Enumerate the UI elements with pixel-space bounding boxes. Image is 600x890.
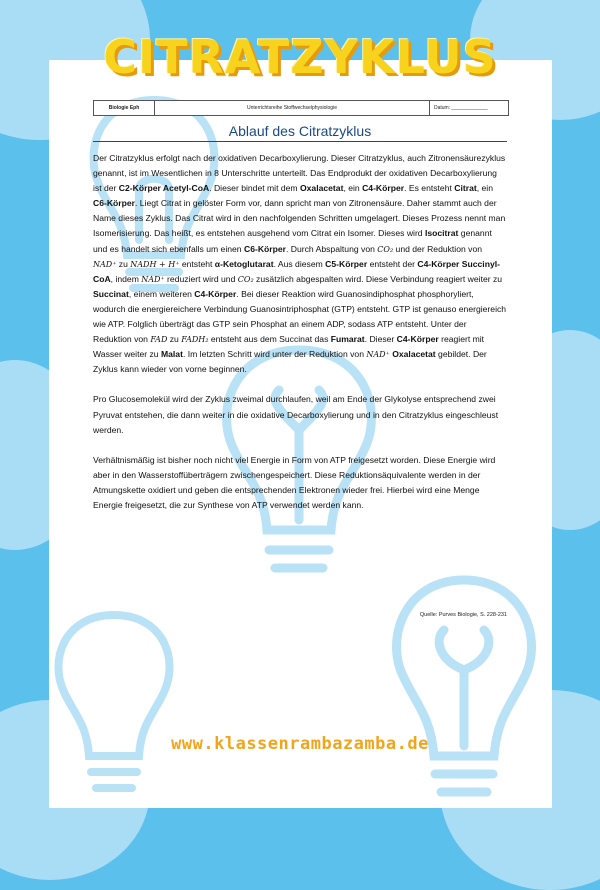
worksheet-header-table (93, 100, 509, 116)
paragraph-energy: Verhältnismäßig ist bisher noch nicht viel Energie in Form von ATP freigesetzt worden. Diese Energie wird aber in den Wasserstoffüberträgern zwischengespeichert. Diese Reduktionsäquivalente werden in der Atmungskette oxidiert und geben die entsprechenden Elektronen wieder frei. Hierbei wird eine Menge Energie freigesetzt, die zur Synthese von ATP verwendet werden kann. (93, 454, 496, 510)
paragraph-glucose: Pro Glucosemolekül wird der Zyklus zweimal durchlaufen, weil am Ende der Glykolyse entsprechend zwei Pyruvat entstehen, die dann weiter in die oxidative Decarboxylierung und in den Citratzyklus eingeschleust werden. (93, 394, 499, 435)
header-series: Unterrichtsreihe Stoffwechselphysiologie (155, 101, 430, 115)
article-body (93, 151, 507, 513)
header-subject: Biologie Eph (94, 101, 155, 115)
section-heading: Ablauf des Citratzyklus (228, 123, 372, 139)
lightbulb-watermark-icon (369, 560, 552, 808)
website-link[interactable]: www.klassenrambazamba.de (171, 734, 429, 754)
lightbulb-watermark-icon (49, 600, 189, 808)
page-title: CITRATZYKLUS (103, 30, 497, 84)
source-citation: Quelle: Purves Biologie, S. 228-231 (419, 612, 507, 618)
heading-underline (93, 141, 507, 142)
header-date: Datum: _____________ (434, 105, 488, 111)
paragraph-citrate-cycle: Der Citratzyklus erfolgt nach der oxidativen Decarboxylierung. Dieser Citratzyklus, auch Zitronensäurezyklus genannt, ist im Wesentlichen in 8 Unterschritte unterteilt. Das Endprodukt der oxidativen Decarboxylierung ist der C2-Körper Acetyl-CoA. Dieser bindet mit dem Oxalacetat, ein C4-Körper. Es entsteht Citrat, ein C6-Körper. Liegt Citrat in gelöster Form vor, dann spricht man von Zitronensäure. Daher stammt auch der Name dieses Zyklus. Das Citrat wird in den nachfolgenden Schritten umgelagert. Dieses Prozess nennt man Isomerisierung. Das heißt, es entstehen ausgehend vom Citrat ein Isomer. Dieses wird Isocitrat genannt und es handelt sich ebenfalls um einen C6-Körper. Durch Abspaltung von CO₂ und der Reduktion von NAD⁺ zu NADH + H⁺ entsteht α-Ketoglutarat. Aus diesem C5-Körper entsteht der C4-Körper Succinyl-CoA, indem NAD⁺ reduziert wird und CO₂ zusätzlich abgespalten wird. Diese Verbindung reagiert weiter zu Succinat, einem weiteren C4-Körper. Bei dieser Reaktion wird Guanosindiphosphat phosphoryliert, wodurch die energiereichere Verbindung Guanosintriphosphat (GTP) entsteht. GTP ist genauso energiereich wie ATP. Folglich überträgt das GTP sein Phosphat an einem ADP, sodass ATP entsteht. Unter der Reduktion von FAD zu FADH₂ entsteht aus dem Succinat das Fumarat. Dieser C4-Körper reagiert mit Wasser weiter zu Malat. Im letzten Schritt wird unter der Reduktion von NAD⁺ Oxalacetat gebildet. Der Zyklus kann wieder von vorne beginnen. (93, 153, 507, 375)
